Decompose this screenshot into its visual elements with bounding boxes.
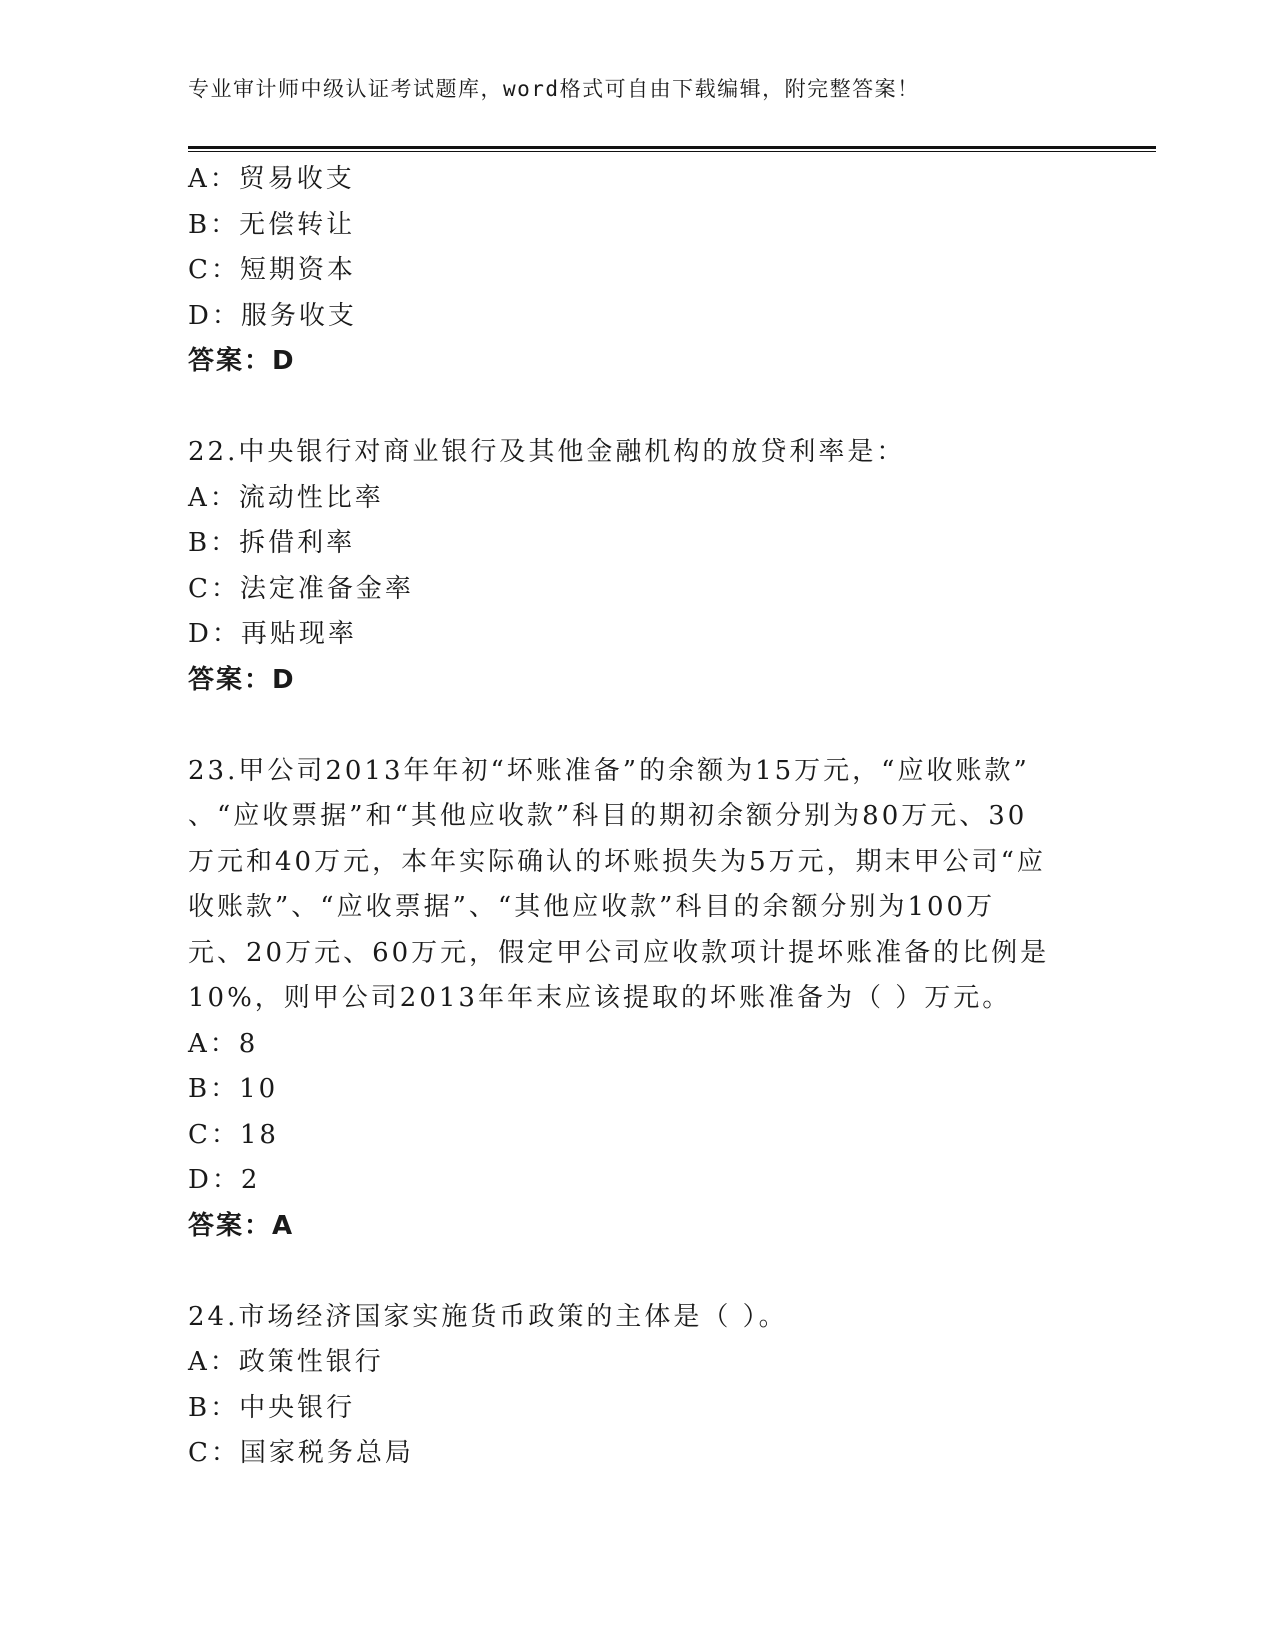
question-list bbox=[188, 157, 1088, 1477]
option-d: D：再贴现率 bbox=[188, 619, 357, 649]
question-block-24 bbox=[188, 1295, 1088, 1477]
option-a: A：政策性银行 bbox=[188, 1347, 384, 1377]
document-header: 专业审计师中级认证考试题库，word格式可自由下载编辑，附完整答案！ bbox=[188, 77, 920, 101]
option-c: C：18 bbox=[188, 1119, 279, 1150]
spacer bbox=[188, 1249, 1088, 1295]
question-stem-line: 收账款”、“应收票据”、“其他应收款”科目的余额分别为100万 bbox=[188, 892, 996, 922]
option-b: B：10 bbox=[188, 1074, 279, 1104]
question-stem-line: 10%，则甲公司2013年年末应该提取的坏账准备为（ ）万元。 bbox=[188, 983, 1012, 1013]
question-block-22 bbox=[188, 430, 1088, 703]
option-a: A：8 bbox=[188, 1028, 259, 1059]
header-divider-thin bbox=[188, 151, 1156, 152]
question-block-23 bbox=[188, 749, 1088, 1250]
question-stem: 22.中央银行对商业银行及其他金融机构的放贷利率是： bbox=[188, 437, 906, 467]
answer-line: 答案：D bbox=[188, 346, 296, 376]
answer-line: 答案：D bbox=[188, 664, 296, 695]
option-c: C：短期资本 bbox=[188, 255, 356, 285]
option-b: B：拆借利率 bbox=[188, 528, 356, 558]
option-a: A：贸易收支 bbox=[188, 164, 355, 194]
spacer bbox=[188, 385, 1088, 431]
question-stem-line: 23.甲公司2013年年初“坏账准备”的余额为15万元，“应收账款” bbox=[188, 755, 1030, 786]
question-stem-line: 元、20万元、60万元，假定甲公司应收款项计提坏账准备的比例是 bbox=[188, 937, 1050, 968]
option-d: D：服务收支 bbox=[188, 300, 357, 331]
option-c: C：法定准备金率 bbox=[188, 573, 414, 604]
option-a: A：流动性比率 bbox=[188, 482, 384, 513]
question-stem-line: 万元和40万元，本年实际确认的坏账损失为5万元，期末甲公司“应 bbox=[188, 846, 1046, 877]
header-divider-thick bbox=[188, 146, 1156, 149]
question-block-21 bbox=[188, 157, 1088, 385]
option-b: B：无偿转让 bbox=[188, 209, 356, 240]
spacer bbox=[188, 703, 1088, 749]
question-stem-line: 、“应收票据”和“其他应收款”科目的期初余额分别为80万元、30 bbox=[188, 801, 1028, 831]
option-c: C：国家税务总局 bbox=[188, 1438, 414, 1468]
option-b: B：中央银行 bbox=[188, 1392, 356, 1423]
question-stem: 24.市场经济国家实施货币政策的主体是（ ）。 bbox=[188, 1301, 788, 1332]
answer-line: 答案：A bbox=[188, 1210, 295, 1241]
option-d: D：2 bbox=[188, 1165, 261, 1195]
